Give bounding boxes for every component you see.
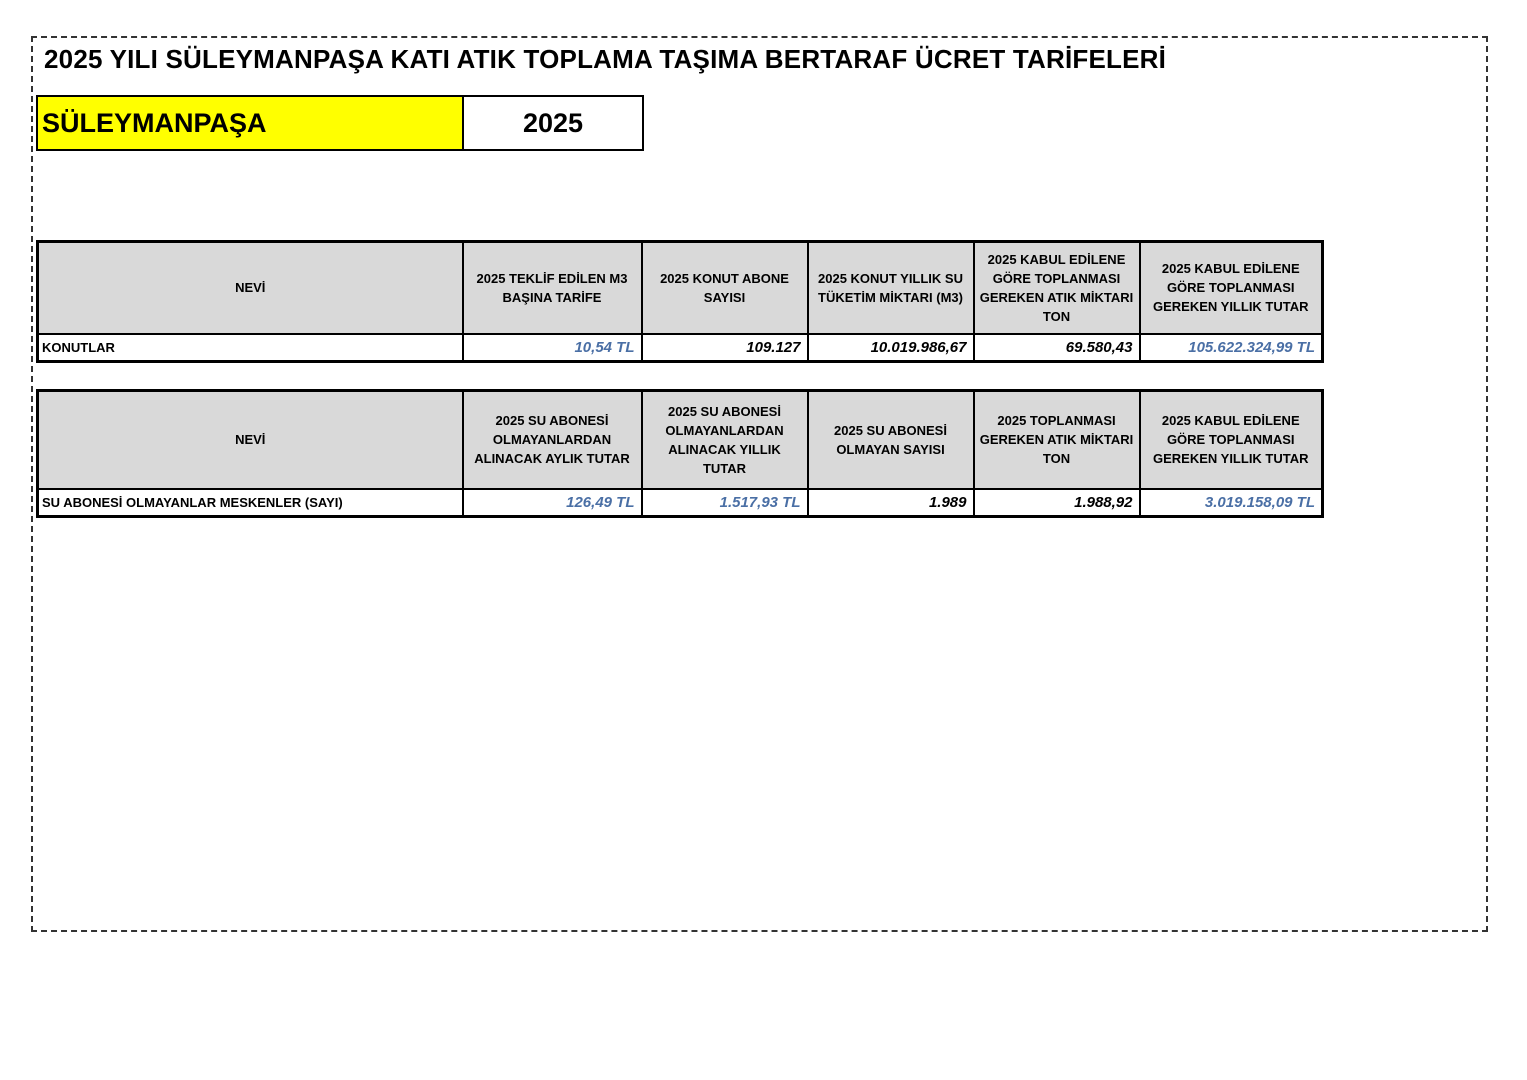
annual-amount-value: 105.622.324,99 TL [1140,334,1323,362]
column-header-non-subscriber-count: 2025 SU ABONESİ OLMAYAN SAYISI [808,391,974,489]
column-header-type: NEVİ [38,242,463,334]
column-header-type: NEVİ [38,391,463,489]
column-header-annual-amount: 2025 KABUL EDİLENE GÖRE TOPLANMASI GEREKEN YILLIK TUTAR [1140,391,1323,489]
region-year-cell: 2025 [522,107,584,138]
water-consumption-value: 10.019.986,67 [808,334,974,362]
column-header-subscribers: 2025 KONUT ABONE SAYISI [642,242,808,334]
annual-amount-value: 3.019.158,09 TL [1140,489,1323,517]
subscribers-value: 109.127 [642,334,808,362]
non-subscriber-count-value: 1.989 [808,489,974,517]
table-header-row [38,391,1323,489]
column-header-monthly-amount: 2025 SU ABONESİ OLMAYANLARDAN ALINACAK AYLIK TUTAR [463,391,642,489]
table-row [38,334,1323,362]
waste-ton-value: 69.580,43 [974,334,1140,362]
table-row [38,489,1323,517]
column-header-annual-amount: 2025 KABUL EDİLENE GÖRE TOPLANMASI GEREKEN YILLIK TUTAR [1140,242,1323,334]
row-label: SU ABONESİ OLMAYANLAR MESKENLER (SAYI) [38,489,463,517]
monthly-amount-value: 126,49 TL [463,489,642,517]
waste-ton-value: 1.988,92 [974,489,1140,517]
region-header [36,95,644,151]
row-label: KONUTLAR [38,334,463,362]
column-header-water-consumption: 2025 KONUT YILLIK SU TÜKETİM MİKTARI (M3) [808,242,974,334]
column-header-waste-ton: 2025 TOPLANMASI GEREKEN ATIK MİKTARI TON [974,391,1140,489]
region-name-cell: SÜLEYMANPAŞA [38,97,464,149]
column-header-yearly-amount: 2025 SU ABONESİ OLMAYANLARDAN ALINACAK YILLIK TUTAR [642,391,808,489]
residential-tariff-table [36,240,1324,363]
column-header-tariff: 2025 TEKLİF EDİLEN M3 BAŞINA TARİFE [463,242,642,334]
column-header-waste-ton: 2025 KABUL EDİLENE GÖRE TOPLANMASI GEREKEN ATIK MİKTARI TON [974,242,1140,334]
document-title: 2025 YILI SÜLEYMANPAŞA KATI ATIK TOPLAMA TAŞIMA BERTARAF ÜCRET TARİFELERİ [44,44,1167,74]
tariff-value: 10,54 TL [463,334,642,362]
table-header-row [38,242,1323,334]
yearly-amount-value: 1.517,93 TL [642,489,808,517]
non-subscriber-tariff-table [36,389,1324,518]
